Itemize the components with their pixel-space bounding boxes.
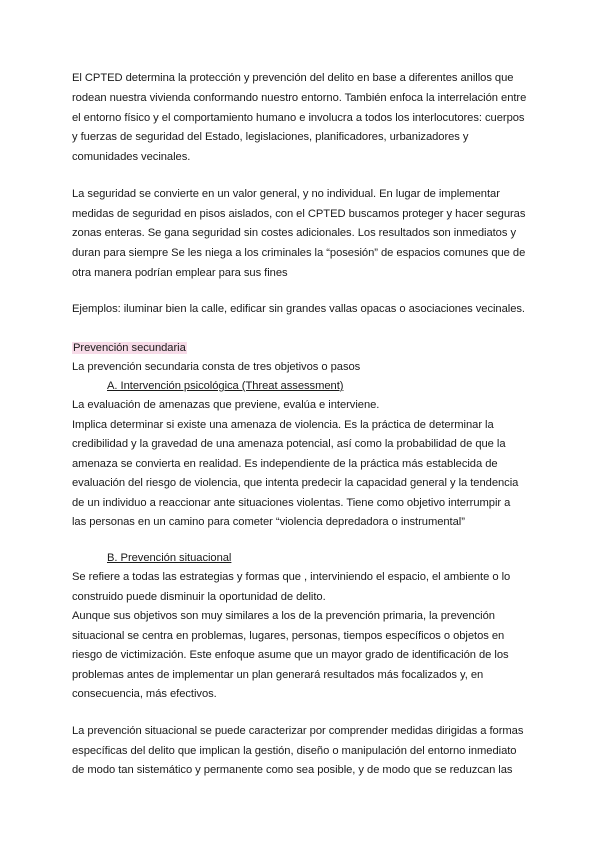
examples-line: Ejemplos: iluminar bien la calle, edificar sin grandes vallas opacas o asociaciones vecinales.: [72, 303, 525, 315]
paragraph-line: credibilidad y la gravedad de una amenaza potencial, así como la probabilidad de que la: [72, 438, 506, 450]
paragraph-line: y fuerzas de seguridad del Estado, legislaciones, planificadores, urbanizadores y: [72, 131, 469, 143]
paragraph-line: el entorno físico y el comportamiento humano e involucra a todos los interlocutores: cuerpos: [72, 112, 525, 124]
paragraph-line: La evaluación de amenazas que previene, evalúa e interviene.: [72, 399, 380, 411]
section-intro: La prevención secundaria consta de tres objetivos o pasos: [72, 361, 361, 373]
paragraph-line: las personas en un camino para cometer “violencia depredadora o instrumental”: [72, 516, 465, 528]
paragraph-line: Se refiere a todas las estrategias y formas que , interviniendo el espacio, el ambiente o lo: [72, 571, 511, 583]
paragraph-line: situacional se centra en problemas, lugares, personas, tiempos específicos o objetos en: [72, 630, 505, 642]
paragraph-line: evaluación del riesgo de violencia, que intenta predecir la capacidad general y la tendencia: [72, 477, 519, 489]
paragraph-line: consecuencia, más efectivos.: [72, 688, 217, 700]
paragraph-line: comunidades vecinales.: [72, 151, 191, 163]
paragraph-line: rodean nuestra vivienda conformando nuestro entorno. También enfoca la interrelación entre: [72, 92, 527, 104]
subheading-b: B. Prevención situacional: [107, 552, 232, 564]
section-heading: [72, 341, 187, 355]
paragraph-line: de un individuo a reaccionar ante situaciones violentas. Tiene como objetivo interrumpir a: [72, 497, 511, 509]
paragraph-line: específicas del delito que implican la gestión, diseño o manipulación del entorno inmediato: [72, 745, 517, 757]
paragraph-line: El CPTED determina la protección y prevención del delito en base a diferentes anillos que: [72, 72, 514, 84]
paragraph-line: Aunque sus objetivos son muy similares a los de la prevención primaria, la prevención: [72, 610, 495, 622]
paragraph-line: La seguridad se convierte en un valor general, y no individual. En lugar de implementar: [72, 188, 500, 200]
paragraph-line: amenaza se convierta en realidad. Es independiente de la práctica más establecida de: [72, 458, 498, 470]
paragraph-line: duran para siempre Se les niega a los criminales la “posesión” de espacios comunes que de: [72, 247, 526, 259]
highlighted-heading: Prevención secundaria: [73, 342, 186, 354]
paragraph-line: de modo tan sistemático y permanente como sea posible, y de modo que se reduzcan las: [72, 764, 513, 776]
paragraph-line: zonas enteras. Se gana seguridad sin costes adicionales. Los resultados son inmediatos y: [72, 227, 516, 239]
paragraph-line: riesgo de victimización. Este enfoque asume que un mayor grado de identificación de los: [72, 649, 509, 661]
paragraph-line: otra manera podrían emplear para sus fines: [72, 267, 288, 279]
paragraph-line: construido puede disminuir la oportunidad de delito.: [72, 591, 326, 603]
paragraph-line: La prevención situacional se puede caracterizar por comprender medidas dirigidas a formas: [72, 725, 524, 737]
paragraph-line: problemas antes de implementar un plan generará resultados más focalizados y, en: [72, 669, 484, 681]
subheading-a: A. Intervención psicológica (Threat assessment): [107, 380, 344, 392]
paragraph-line: Implica determinar si existe una amenaza de violencia. Es la práctica de determinar la: [72, 419, 494, 431]
paragraph-line: medidas de seguridad en pisos aislados, con el CPTED buscamos proteger y hacer seguras: [72, 208, 526, 220]
